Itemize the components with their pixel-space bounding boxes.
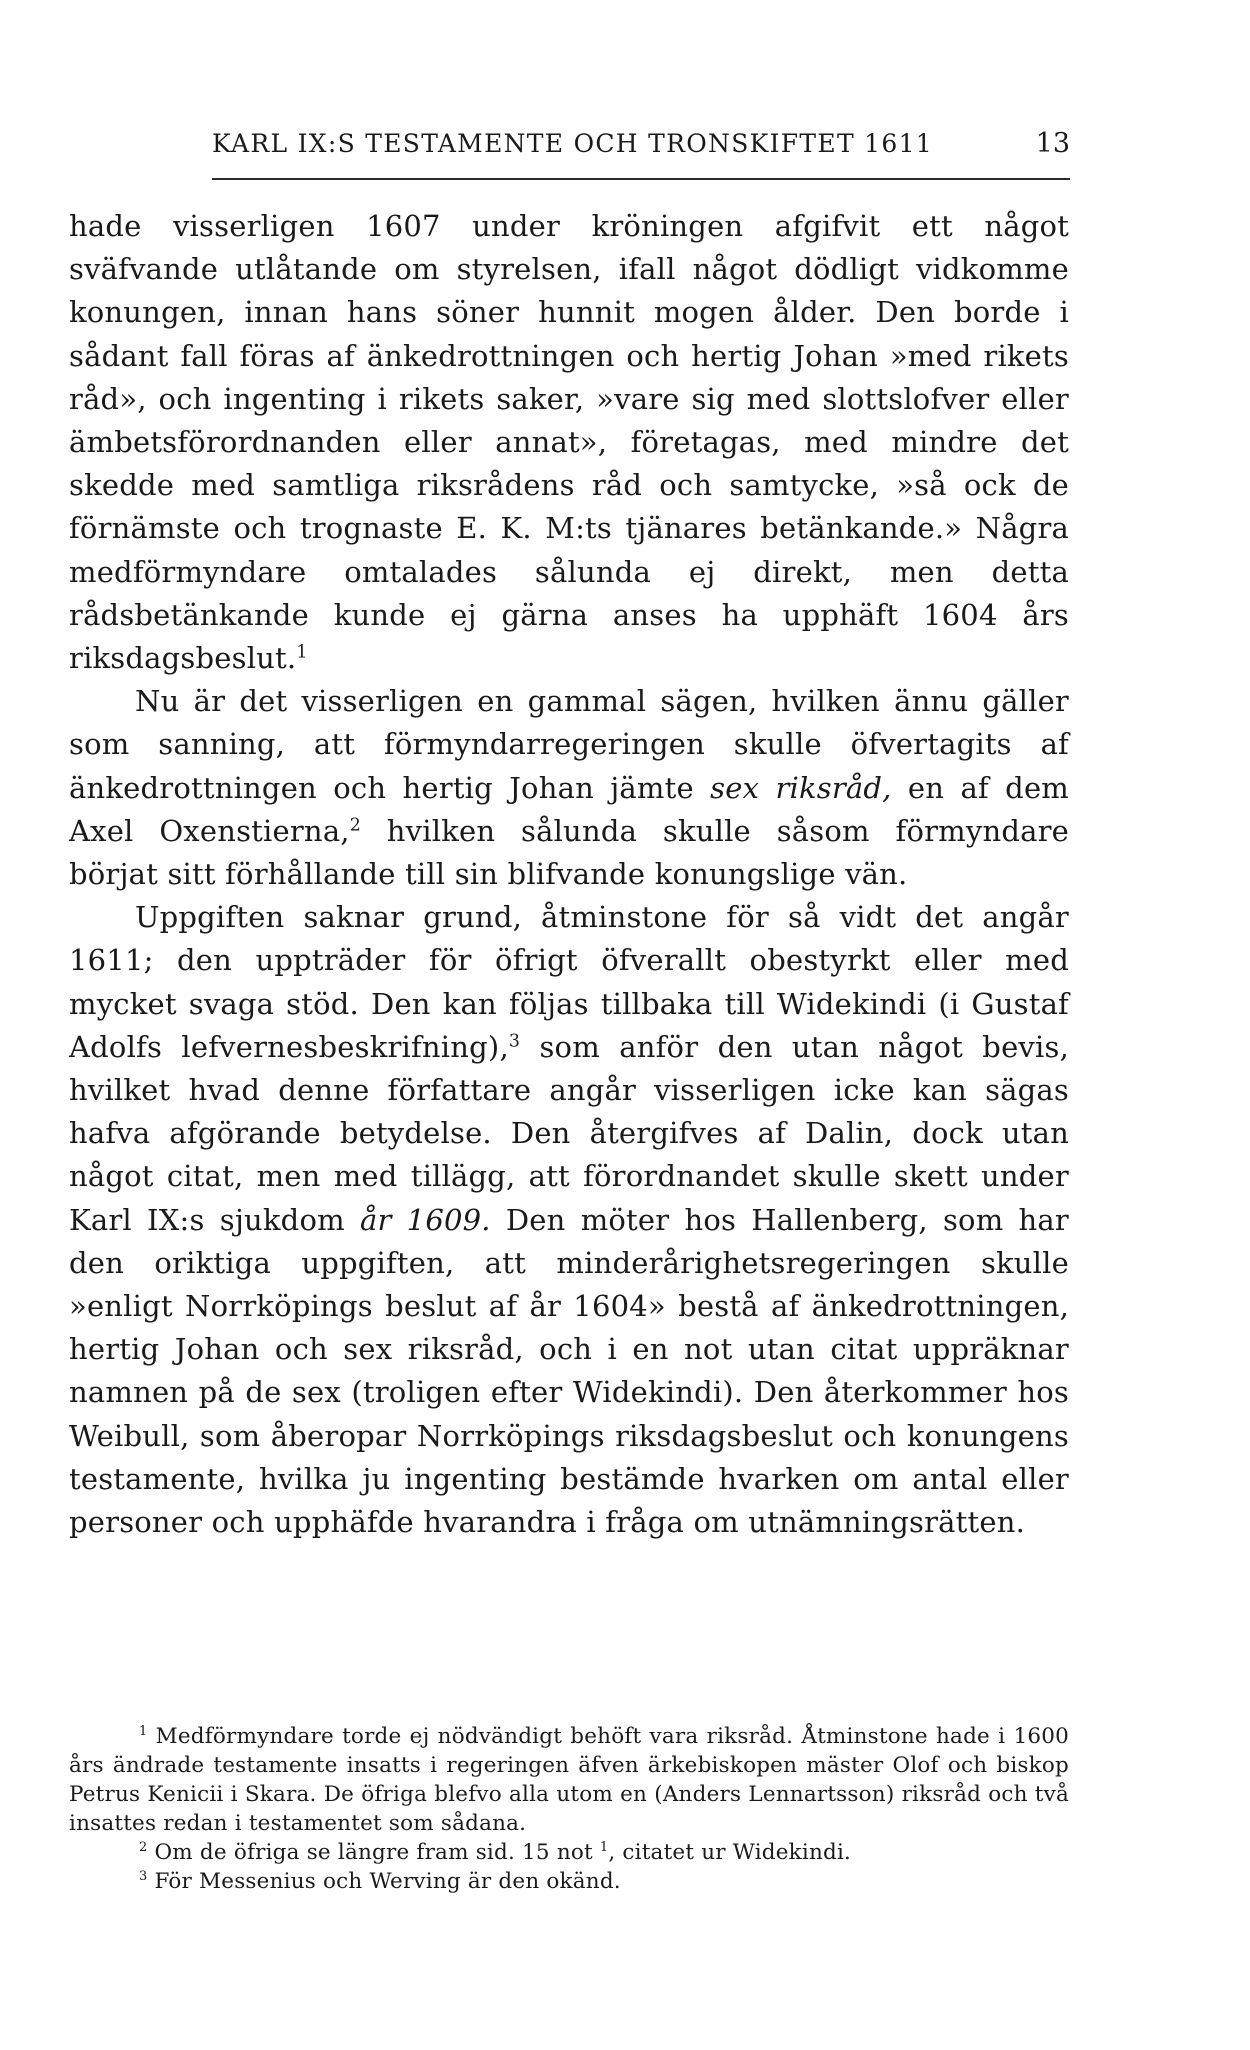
page-number: 13 [1035,128,1070,159]
footnote-ref-3[interactable]: 3 [508,1031,521,1052]
footnote-2: $^2$ Om de öfriga se längre fram sid. 15 not $^1$, citatet ur Widekindi. [139,1839,852,1865]
paragraph-3: Uppgiften saknar grund, åtminstone för så vidt det angår 1611; den uppträder för öfrigt öfverallt obestyrkt eller med mycket svaga stöd. Den kan följas tillbaka till Widekindi (i Gustaf Adolfs lefvernesbeskrifning),$^3$ som anför den utan något bevis, hvilket hvad denne författare angår visserligen icke kan sägas hafva afgörande betydelse. Den återgifves af Dalin, dock utan något citat, men med tillägg, att förordnandet skulle skett under Karl IX:s sjukdom år 1609. Den möter hos Hallenberg, som har den oriktiga uppgiften, att minderårighetsregeringen skulle »enligt Norrköpings beslut af år 1604» bestå af änkedrottningen, hertig Johan och sex riksråd, och i en not utan citat uppräknar namnen på de sex (troligen efter Widekindi). Den återkommer hos Weibull, som åberopar Norrköpings riksdagsbeslut och konungens testamente, hvilka ju ingenting bestämde hvarken om antal eller personer och upphäfde hvarandra i fråga om utnämningsrätten. [69,900,1069,1540]
running-head [212,128,1070,168]
footnote-1: $^1$ Medförmyndare torde ej nödvändigt behöft vara riksråd. Åtminstone hade i 1600 års ändrade testamente insatts i regeringen äfven ärkebiskopen mäster Olof och biskop Petrus Kenicii i Skara. De öfriga blefvo alla utom en (Anders Lennartsson) riksråd och två insattes redan i testamentet som sådana. [69,1723,1069,1836]
italic-phrase: år 1609. [359,1202,491,1237]
footnote-ref-1[interactable]: 1 [296,642,308,663]
header-rule [212,178,1070,180]
footnote-3: $^3$ För Messenius och Werving är den okänd. [139,1868,621,1894]
footnote-mark: 2 [139,1839,148,1855]
footnote-mark: 1 [139,1723,148,1739]
footnote-cross-ref[interactable]: 1 [599,1839,609,1855]
running-title: KARL IX:S TESTAMENTE OCH TRONSKIFTET 1611 [212,129,933,158]
paragraph-2: Nu är det visserligen en gammal sägen, hvilken ännu gäller som sanning, att förmyndarregeringen skulle öfvertagits af änkedrottningen och hertig Johan jämte sex riksråd, en af dem Axel Oxenstierna,$^2$ hvilken sålunda skulle såsom förmyndare börjat sitt förhållande till sin blifvande konungslige vän. [69,684,1070,892]
footnotes [69,1722,1069,1896]
paragraph-1: hade visserligen 1607 under kröningen afgifvit ett något sväfvande utlåtande om styrelsen, ifall något dödligt vidkomme konungen, innan hans söner hunnit mogen ålder. Den borde i sådant fall föras af änkedrottningen och hertig Johan »med rikets råd», och ingenting i rikets saker, »vare sig med slottslofver eller ämbetsförordnanden eller annat», företagas, med mindre det skedde med samtliga riksrådens råd och samtycke, »så ock de förnämste och trognaste E. K. M:ts tjänares betänkande.» Några medförmyndare omtalades sålunda ej direkt, men detta rådsbetänkande kunde ej gärna anses ha upphäft 1604 års riksdagsbeslut.$^1$ [69,209,1069,676]
body-text [69,205,1069,1544]
italic-phrase: sex riksråd, [710,770,892,805]
footnote-mark: 3 [139,1868,148,1884]
footnote-ref-2[interactable]: 2 [349,815,361,836]
